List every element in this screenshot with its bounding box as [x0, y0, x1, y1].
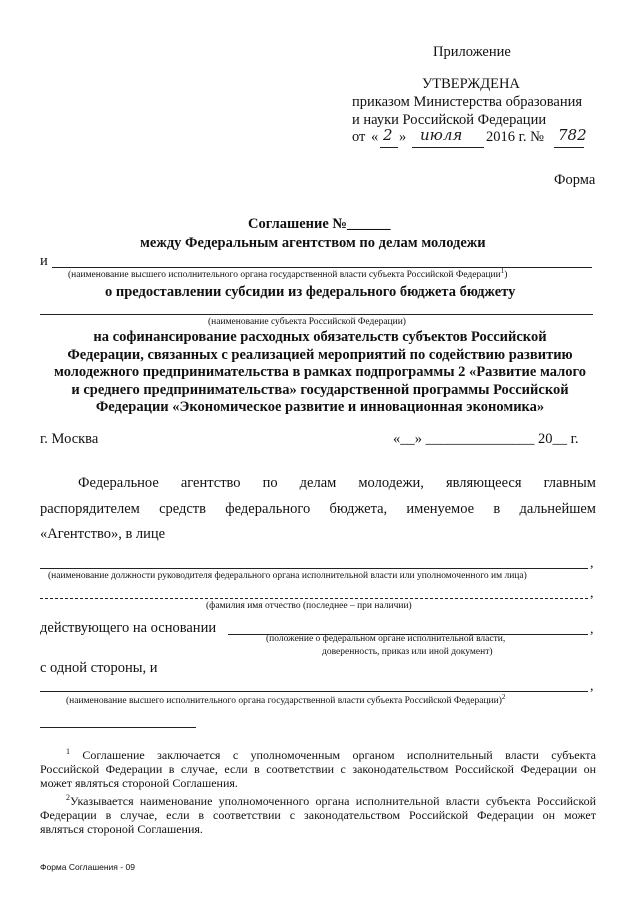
order-line-1: приказом Министерства образования [352, 94, 583, 110]
caption-basis-2: доверенность, приказ или иной документ) [322, 647, 493, 657]
caption-subject-name: (наименование субъекта Российской Федерации) [208, 317, 406, 327]
subsidy-line: о предоставлении субсидии из федерального бюджета бюджету [105, 284, 516, 300]
appendix-label: Приложение [433, 44, 511, 60]
one-side-label: с одной стороны, и [40, 660, 158, 676]
form-label: Форма [554, 172, 596, 188]
position-field [40, 568, 588, 569]
agreement-date: «__» _______________ 20__ г. [393, 431, 579, 447]
agreement-parties: между Федеральным агентством по делам молодежи [140, 235, 486, 251]
footnote-2: $^2$Указывается наименование уполномоченного органа исполнительной власти субъекта Российской Федерации в случае, если в соответствии с законодательством Российской Федерации он может являться стороной Соглашения. [40, 793, 596, 836]
order-date-year: 2016 г. № [486, 129, 545, 145]
purpose-line: Федерации, связанных с реализацией мероприятий по содействию развитию [67, 346, 573, 363]
authority-field [40, 691, 588, 692]
order-number: 782 [558, 126, 587, 144]
and-prefix: и [40, 253, 48, 269]
city: г. Москва [40, 431, 99, 447]
approved-label: УТВЕРЖДЕНА [422, 76, 520, 92]
order-date-month: июля [420, 126, 463, 144]
fio-field [40, 598, 588, 599]
order-date-prefix: от [352, 129, 366, 145]
purpose-line: и среднего предпринимательства» государственной программы Российской [71, 381, 569, 398]
caption-fio: (фамилия имя отчество (последнее – при наличии) [206, 601, 412, 611]
paragraph-line-3: «Агентство», в лице [40, 526, 166, 542]
footnote-1: $^1$ Соглашение заключается с уполномоченным органом исполнительный власти субъекта Российской Федерации в случае, если в соответствии с законодательством Российской Федерации он может являться стороной Соглашения. [40, 747, 597, 790]
purpose-block [40, 329, 600, 417]
purpose-line: молодежного предпринимательства в рамках подпрограммы 2 «Развитие малого [54, 364, 586, 380]
purpose-line: на софинансирование расходных обязательств субъектов Российской [93, 329, 547, 345]
paragraph-line-2: распорядителем средств федерального бюджета, именуемое в дальнейшем [40, 501, 596, 517]
purpose-line: Федерации «Экономическое развитие и инновационная экономика» [95, 399, 545, 415]
footnote-separator [40, 727, 196, 728]
agreement-title: Соглашение №______ [248, 216, 391, 232]
caption-regional-authority: (наименование высшего исполнительного органа государственной власти субъекта Российской Федерации$^1$) [68, 267, 508, 281]
form-code: Форма Соглашения - 09 [40, 862, 135, 872]
caption-basis-1: (положение о федеральном органе исполнительной власти, [266, 634, 506, 644]
caption-authority: (наименование высшего исполнительного органа государственной власти субъекта Российской Федерации)$^2$ [66, 693, 506, 707]
order-line-2: и науки Российской Федерации [352, 112, 547, 128]
order-date-day: 2 [383, 126, 393, 144]
paragraph-line-1: Федеральное агентство по делам молодежи, являющееся главным [78, 475, 596, 491]
acting-basis-label: действующего на основании [40, 620, 217, 636]
order-date-open-quote: « [371, 129, 379, 145]
caption-position: (наименование должности руководителя федерального органа исполнительной власти или уполномоченного им лица) [48, 571, 527, 581]
order-date-close-quote: » [399, 129, 407, 145]
